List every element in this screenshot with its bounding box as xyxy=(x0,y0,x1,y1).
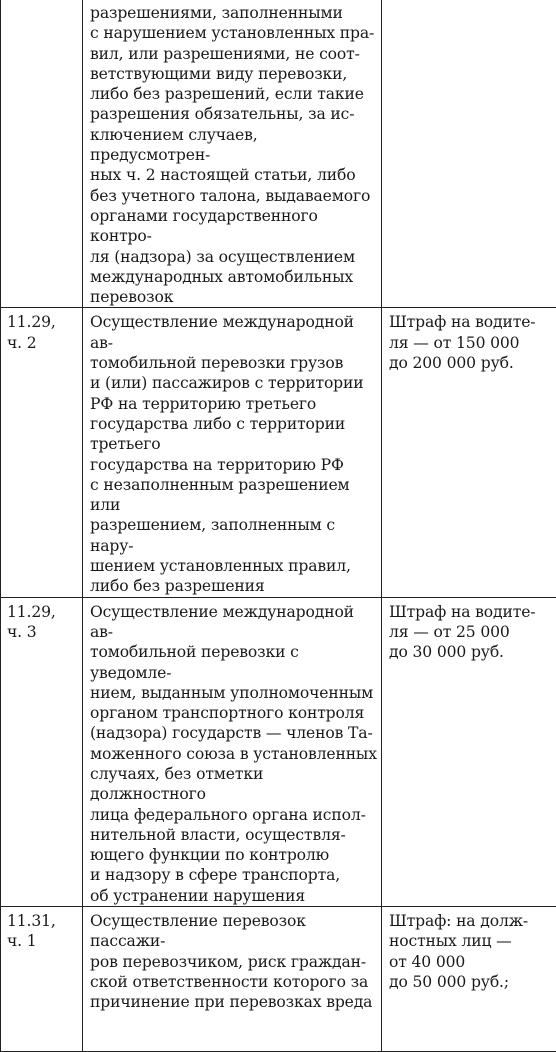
penalty-cell: Штраф на водите- ля — от 150 000 до 200 000 руб. xyxy=(382,308,556,597)
article-cell: 11.29, ч. 3 xyxy=(1,597,83,906)
table-row xyxy=(1,0,556,308)
penalty-cell xyxy=(382,0,556,308)
table-row xyxy=(1,907,556,1052)
article-cell: 11.31, ч. 1 xyxy=(1,907,83,1052)
violation-description-cell: Осуществление международной ав- томобильной перевозки грузов и (или) пассажиров с территории РФ на территорию третьего государства либо с территории третьего государства на территорию РФ с незаполненным разрешением или разрешением, заполненным с нару- шением установленных правил, либо без разрешения xyxy=(83,308,382,597)
article-cell: 11.29, ч. 2 xyxy=(1,308,83,597)
table-row xyxy=(1,308,556,597)
table-row xyxy=(1,597,556,906)
violation-description-cell: разрешениями, заполненными с нарушением установленных пра- вил, или разрешениями, не соот- ветствующими виду перевозки, либо без разрешений, если такие разрешения обязательны, за ис- ключением случаев, предусмотрен- ных ч. 2 настоящей статьи, либо без учетного талона, выдаваемого органами государственного контро- ля (надзора) за осуществлением международных автомобильных перевозок xyxy=(83,0,382,308)
violation-description-cell: Осуществление международной ав- томобильной перевозки с уведомле- нием, выданным уполномоченным органом транспортного контроля (надзора) государств — членов Та- моженного союза в установленных случаях, без отметки должностного лица федерального органа испол- нительной власти, осуществля- ющего функции по контролю и надзору в сфере транспорта, об устранении нарушения xyxy=(83,597,382,906)
violation-description-cell: Осуществление перевозок пассажи- ров перевозчиком, риск граждан- ской ответственности которого за причинение при перевозках вреда xyxy=(83,907,382,1052)
penalty-cell: Штраф на водите- ля — от 25 000 до 30 000 руб. xyxy=(382,597,556,906)
penalty-cell: Штраф: на долж- ностных лиц — от 40 000 до 50 000 руб.; xyxy=(382,907,556,1052)
article-cell xyxy=(1,0,83,308)
